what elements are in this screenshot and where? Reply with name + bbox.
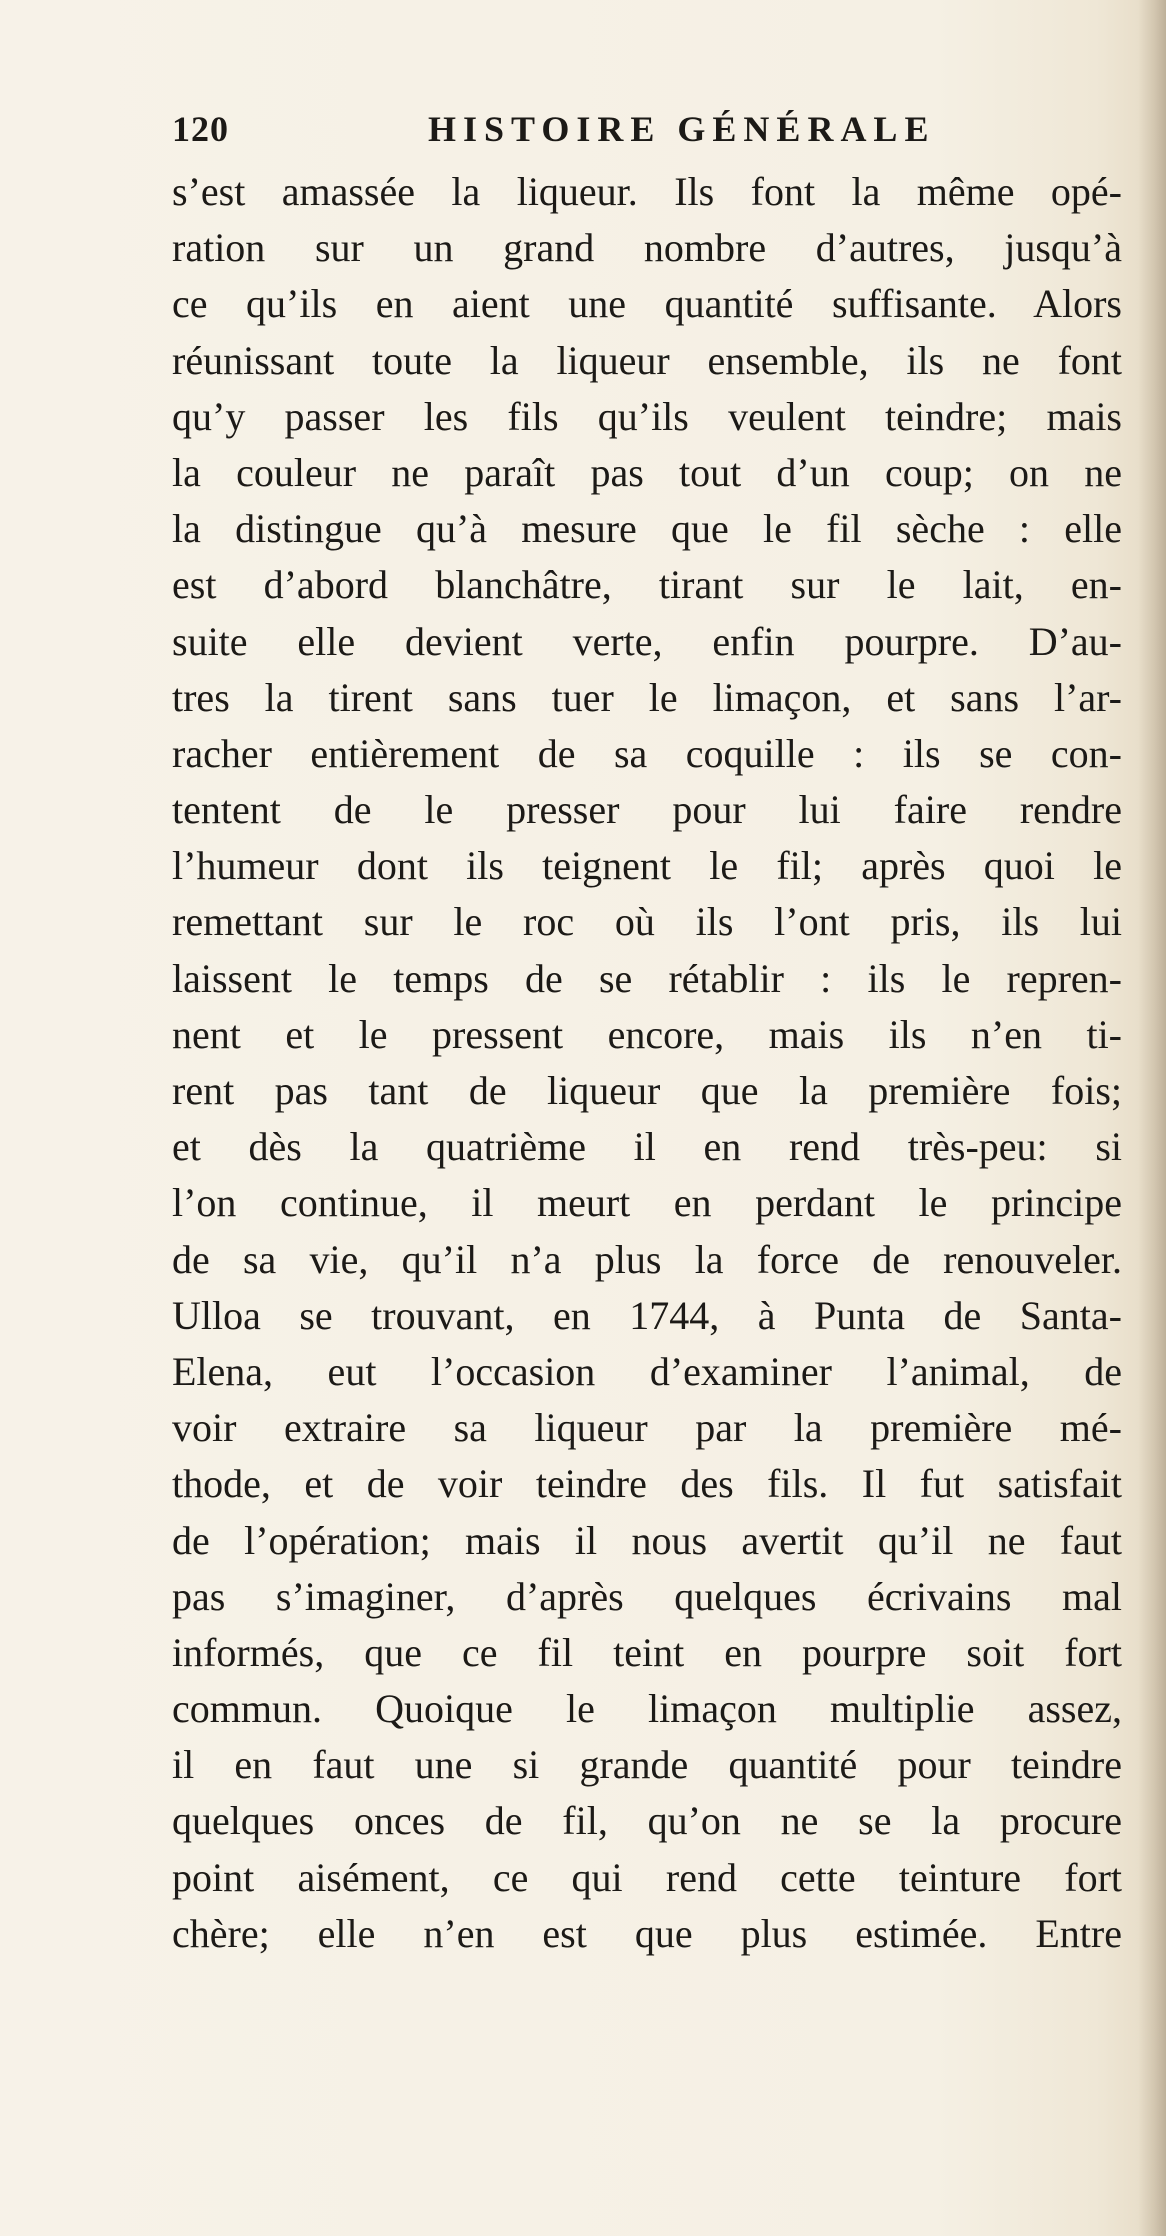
text-line: rent pas tant de liqueur que la première fois; [172, 1068, 1122, 1113]
running-title: HISTOIRE GÉNÉRALE [428, 109, 936, 149]
text-line: Elena, eut l’occasion d’examiner l’animal, de [172, 1348, 1122, 1394]
text-line: suite elle devient verte, enfin pourpre. D’au- [172, 618, 1122, 664]
text-line: chère; elle n’en est que plus estimée. Entre [172, 1910, 1122, 1956]
text-line: ration sur un grand nombre d’autres, jusqu’à [172, 225, 1122, 271]
text-line: la distingue qu’à mesure que le fil sèche : elle [172, 506, 1122, 552]
text-line: de sa vie, qu’il n’a plus la force de renouveler. [172, 1236, 1122, 1282]
text-line: réunissant toute la liqueur ensemble, ils ne font [172, 337, 1122, 383]
text-line: et dès la quatrième il en rend très-peu: si [172, 1124, 1122, 1170]
text-line: il en faut une si grande quantité pour teindre [172, 1742, 1122, 1788]
text-line: commun. Quoique le limaçon multiplie assez, [172, 1686, 1122, 1732]
text-line: voir extraire sa liqueur par la première mé- [172, 1405, 1122, 1451]
text-line: qu’y passer les fils qu’ils veulent teindre; mais [172, 393, 1122, 439]
text-line: ce qu’ils en aient une quantité suffisante. Alors [172, 281, 1122, 327]
page-number: 120 [172, 109, 229, 149]
text-line: remettant sur le roc où ils l’ont pris, ils lui [172, 899, 1122, 945]
text-line: Ulloa se trouvant, en 1744, à Punta de Santa- [172, 1292, 1122, 1338]
text-line: racher entièrement de sa coquille : ils se con- [172, 730, 1122, 776]
page-edge-shadow [1138, 0, 1166, 2236]
text-line: quelques onces de fil, qu’on ne se la procure [172, 1798, 1122, 1844]
body-text [172, 164, 1122, 1962]
running-head [172, 108, 972, 152]
text-line: tres la tirent sans tuer le limaçon, et sans l’ar- [172, 674, 1122, 720]
text-line: est d’abord blanchâtre, tirant sur le lait, en- [172, 562, 1122, 608]
text-line: l’on continue, il meurt en perdant le principe [172, 1180, 1122, 1226]
text-line: l’humeur dont ils teignent le fil; après quoi le [172, 843, 1122, 889]
text-line: la couleur ne paraît pas tout d’un coup; on ne [172, 449, 1122, 495]
text-line: laissent le temps de se rétablir : ils le repren- [172, 955, 1122, 1001]
text-line: nent et le pressent encore, mais ils n’en ti- [172, 1011, 1122, 1057]
text-line: s’est amassée la liqueur. Ils font la même opé- [172, 169, 1122, 214]
text-line: tentent de le presser pour lui faire rendre [172, 787, 1122, 833]
text-line: informés, que ce fil teint en pourpre soit fort [172, 1629, 1122, 1675]
text-line: pas s’imaginer, d’après quelques écrivains mal [172, 1573, 1122, 1619]
text-line: point aisément, ce qui rend cette teinture fort [172, 1854, 1122, 1900]
text-line: de l’opération; mais il nous avertit qu’il ne faut [172, 1517, 1122, 1563]
text-line: thode, et de voir teindre des fils. Il fut satisfait [172, 1461, 1122, 1507]
